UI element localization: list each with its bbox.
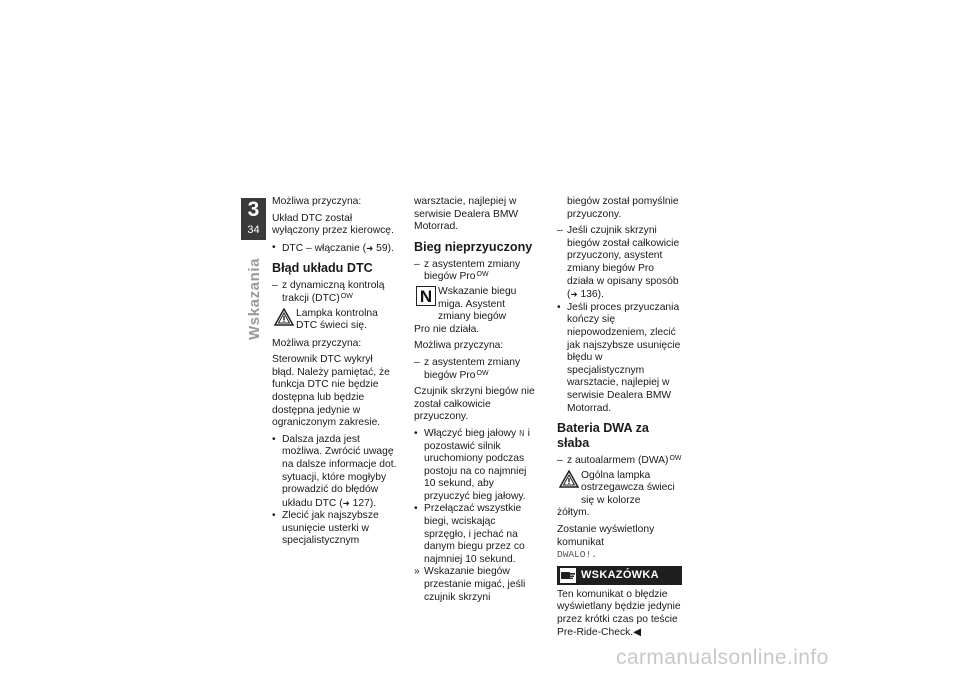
page-ref-link[interactable]: 59). bbox=[376, 242, 394, 254]
neutral-gear-icon bbox=[416, 286, 436, 306]
note-text: Ten komunikat o błędzie wyświetlany będzie jedynie przez krótki czas po teście Pre-Ride-Check.◀ bbox=[557, 588, 681, 638]
arrow-icon: ➜ bbox=[342, 497, 350, 508]
optional-equipment-sup: OW bbox=[340, 292, 353, 300]
warning-text-cont: żółtym. bbox=[557, 507, 590, 519]
list-item: • Przełączać wszystkie biegi, wciskając sprzęgło, i jechać na danym biegu przez co najmniej 10 sekund. bbox=[414, 503, 525, 565]
dash-mark: – bbox=[557, 225, 563, 237]
bullet-mark: • bbox=[557, 301, 561, 313]
list-item: » Wskazanie biegów przestanie migać, jeśli czujnik skrzyni bbox=[414, 566, 526, 603]
arrow-icon: ➜ bbox=[570, 289, 578, 300]
cause-label: Możliwa przyczyna: bbox=[272, 337, 362, 349]
chapter-side-label: Wskazania bbox=[246, 257, 263, 340]
list-item: – z asystentem zmiany biegów Pro$^{OW}$ bbox=[414, 356, 521, 381]
list-item: • Włączyć bieg jałowy N i pozostawić silnik uruchomiony podczas postoju na co najmniej 10 sekund, aby przyuczyć bieg jałowy. bbox=[414, 427, 530, 502]
warning-text: Lampka kontrolna DTC świeci się. bbox=[296, 307, 378, 332]
display-code: DWALO!. bbox=[557, 549, 597, 561]
note-header bbox=[557, 566, 682, 585]
list-item: – z autoalarmem (DWA)$^{OW}$ bbox=[557, 455, 682, 467]
section-heading: Błąd układu DTC bbox=[272, 261, 373, 276]
list-item: • Jeśli proces przyuczania kończy się niepowodzeniem, zlecić jak najszybsze usunięcie błędu w specjalistycznym warsztacie, najlepiej w serwisie Dealera BMW Motorrad. bbox=[557, 301, 681, 414]
warning-indicator bbox=[272, 308, 397, 334]
bullet-mark: • bbox=[414, 503, 418, 515]
cause-label: Możliwa przyczyna: bbox=[272, 196, 362, 207]
section-heading: Bieg nieprzyuczony bbox=[414, 239, 533, 254]
warning-triangle-icon bbox=[559, 470, 579, 488]
chapter-tab bbox=[241, 198, 266, 240]
info-text-cont: Pro nie działa. bbox=[414, 323, 480, 335]
dash-mark: – bbox=[414, 258, 420, 270]
list-item: • DTC – włączanie (➜ 59). bbox=[272, 241, 394, 254]
list-item: – z asystentem zmiany biegów Pro$^{OW}$ bbox=[414, 258, 521, 283]
neutral-indicator bbox=[414, 286, 539, 324]
optional-equipment-sup: OW bbox=[476, 369, 489, 377]
optional-equipment-sup: OW bbox=[476, 271, 489, 279]
bullet-mark: • bbox=[414, 427, 418, 439]
cause-text: Układ DTC został wyłączony przez kierowcę. bbox=[272, 212, 394, 237]
neutral-symbol: N bbox=[419, 286, 433, 306]
column-3 bbox=[557, 196, 682, 643]
watermark: carmanualsonline.info bbox=[616, 646, 829, 669]
optional-equipment-sup: OW bbox=[669, 455, 682, 463]
note-title: WSKAZÓWKA bbox=[581, 568, 659, 581]
dash-mark: – bbox=[557, 455, 563, 467]
dash-mark: – bbox=[272, 280, 278, 292]
bullet-mark: • bbox=[272, 433, 276, 445]
page-ref-link[interactable]: 136). bbox=[580, 289, 604, 301]
cause-label: Możliwa przyczyna: bbox=[414, 340, 504, 352]
warning-indicator bbox=[557, 470, 682, 508]
arrow-icon: ➜ bbox=[366, 242, 374, 253]
result-mark: » bbox=[414, 566, 420, 578]
bullet-mark: • bbox=[272, 241, 276, 253]
section-heading: Bateria DWA za słaba bbox=[557, 421, 649, 451]
end-mark-icon: ◀ bbox=[633, 626, 642, 638]
page-number: 34 bbox=[247, 224, 260, 236]
dash-mark: – bbox=[414, 356, 420, 368]
display-message: Zostanie wyświetlony komunikat DWALO!. bbox=[557, 524, 655, 561]
bullet-mark: • bbox=[272, 510, 276, 522]
list-item: – Jeśli czujnik skrzyni biegów został całkowicie przyuczony, asystent zmiany biegów Pro działa w opisany sposób (➜ 136). bbox=[557, 225, 680, 301]
column-2 bbox=[414, 196, 539, 604]
info-text: Wskazanie biegu miga. Asystent zmiany biegów bbox=[438, 285, 517, 323]
list-item: • Zlecić jak najszybsze usunięcie usterki w specjalistycznym bbox=[272, 510, 379, 547]
cause-text: Czujnik skrzyni biegów nie został całkowicie przyuczony. bbox=[414, 386, 535, 423]
continued-text: warsztacie, najlepiej w serwisie Dealera BMW Motorrad. bbox=[414, 196, 519, 233]
continued-text: biegów został pomyślnie przyuczony. bbox=[567, 196, 679, 220]
warning-text: Ogólna lampka ostrzegawcza świeci się w kolorze bbox=[581, 469, 675, 506]
gear-code: N bbox=[519, 427, 525, 439]
warning-triangle-icon bbox=[274, 308, 294, 326]
note-hand-icon bbox=[560, 568, 576, 583]
page-ref-link[interactable]: 127). bbox=[352, 497, 377, 509]
list-item: • Dalsza jazda jest możliwa. Zwrócić uwagę na dalsze informacje dot. sytuacji, które mogłyby prowadzić do błędów układu DTC (➜ 127). bbox=[272, 433, 397, 509]
chapter-number: 3 bbox=[247, 198, 260, 221]
list-item: – z dynamiczną kontrolą trakcji (DTC)$^{OW}$ bbox=[272, 280, 385, 304]
cause-text: Sterownik DTC wykrył błąd. Należy pamiętać, że funkcja DTC nie będzie dostępna lub będzie dostępna jedynie w ograniczonym zakresie. bbox=[272, 354, 390, 429]
column-1 bbox=[272, 196, 397, 548]
